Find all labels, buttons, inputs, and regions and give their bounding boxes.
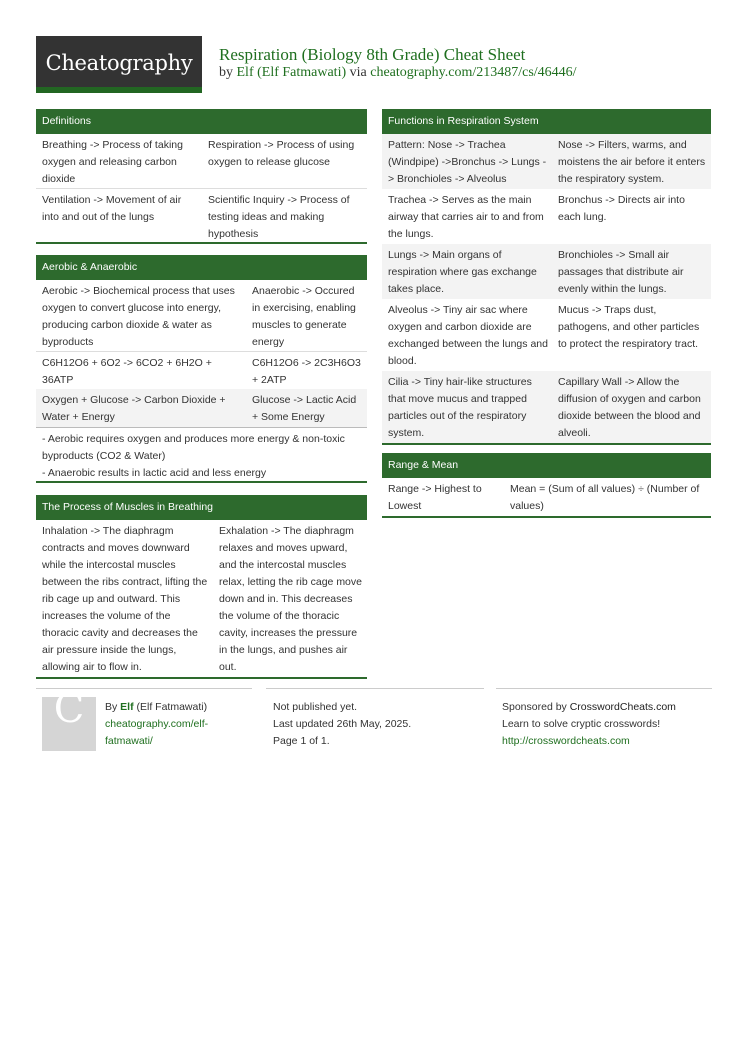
published-status: Not published yet. — [273, 701, 358, 713]
table-cell: Cilia -> Tiny hair-like structures that move mucus and trapped particles out of the respiratory system. — [388, 376, 532, 439]
logo-text: Cheatography — [45, 51, 193, 75]
table-row — [36, 520, 367, 677]
table-cell: Pattern: Nose -> Trachea (Windpipe) ->Bronchus -> Lungs -> Bronchioles -> Alveolus — [388, 139, 547, 185]
table-cell: Bronchus -> Directs air into each lung. — [558, 194, 685, 223]
footer-author-line — [105, 699, 252, 716]
author-avatar[interactable] — [42, 686, 96, 751]
last-updated: Last updated 26th May, 2025. — [273, 718, 412, 730]
muscles-breathing-section — [36, 495, 367, 679]
table-cell: Mucus -> Traps dust, pathogens, and other particles to protect the respiratory tract. — [558, 304, 700, 350]
table-row — [36, 188, 367, 242]
table-cell: Trachea -> Serves as the main airway that carries air to and from the lungs. — [388, 194, 544, 240]
table-cell: Scientific Inquiry -> Process of testing ideas and making hypothesis — [208, 194, 350, 240]
table-cell: C6H12O6 -> 2C3H6O3 + 2ATP — [252, 357, 361, 386]
table-row — [382, 299, 711, 371]
byline-by: by — [219, 65, 237, 80]
table-row — [382, 134, 711, 189]
sponsor-name[interactable]: CrosswordCheats.com — [569, 701, 676, 713]
table-row — [382, 478, 711, 516]
table-cell: Respiration -> Process of using oxygen to release glucose — [208, 139, 355, 168]
table-row — [36, 389, 367, 427]
footer-author-short[interactable]: Elf — [120, 701, 134, 713]
table-row — [36, 280, 367, 351]
page-title: Respiration (Biology 8th Grade) Cheat Sheet — [219, 45, 526, 64]
range-mean-section — [382, 453, 711, 518]
table-row — [382, 189, 711, 244]
sheet-url-link[interactable]: cheatography.com/213487/cs/46446/ — [370, 65, 577, 80]
table-cell: Lungs -> Main organs of respiration where gas exchange takes place. — [388, 249, 537, 295]
exhalation-cell: Exhalation -> The diaphragm relaxes and moves upward, and the intercostal muscles relax, letting the rib cage move down and in. This decreases the volume of the thoracic cavity, increases the pressure in the lungs, and pushes air out. — [219, 525, 362, 673]
page-number: Page 1 of 1. — [273, 735, 330, 747]
footer-author-full: (Elf Fatmawati) — [133, 701, 208, 713]
byline-via: via — [346, 65, 371, 80]
definitions-section — [36, 109, 367, 244]
sponsor-line — [502, 699, 712, 716]
footer-sponsor-column — [496, 688, 712, 750]
table-cell: C6H12O6 + 6O2 -> 6CO2 + 6H2O + 36ATP — [42, 357, 212, 386]
byline — [219, 65, 577, 81]
section-title: The Process of Muscles in Breathing — [36, 495, 367, 520]
section-title: Range & Mean — [382, 453, 711, 478]
table-row — [382, 244, 711, 299]
table-cell: Alveolus -> Tiny air sac where oxygen and carbon dioxide are exchanged between the lungs and blood. — [388, 304, 548, 367]
functions-section — [382, 109, 711, 445]
cheatography-logo[interactable] — [36, 36, 202, 93]
table-cell: Ventilation -> Movement of air into and out of the lungs — [42, 194, 182, 223]
table-cell: Breathing -> Process of taking oxygen and releasing carbon dioxide — [42, 139, 183, 185]
author-link[interactable]: Elf (Elf Fatmawati) — [236, 65, 347, 80]
table-cell: Capillary Wall -> Allow the diffusion of oxygen and carbon dioxide between the blood and alveoli. — [558, 376, 701, 439]
notes-block — [36, 427, 367, 481]
sponsored-by: Sponsored by — [502, 701, 570, 713]
table-cell: Bronchioles -> Small air passages that distribute air evenly within the lungs. — [558, 249, 684, 295]
section-title: Functions in Respiration System — [382, 109, 711, 134]
footer-by: By — [105, 701, 121, 713]
note-aerobic: - Aerobic requires oxygen and produces more energy & non-toxic byproducts (CO2 & Water) — [42, 433, 345, 462]
table-cell: Anaerobic -> Occured in exercising, enabling muscles to generate energy — [252, 285, 356, 348]
aerobic-anaerobic-section — [36, 255, 367, 483]
table-row — [36, 351, 367, 389]
inhalation-cell: Inhalation -> The diaphragm contracts and moves downward while the intercostal muscles between the ribs contract, lifting the rib cage up and outward. This increases the volume of the thoracic cavity and decreases the air pressure inside the lungs, allowing air to flow in. — [42, 525, 208, 673]
footer — [36, 688, 712, 758]
note-anaerobic: - Anaerobic results in lactic acid and less energy — [42, 467, 267, 479]
section-title: Definitions — [36, 109, 367, 134]
table-row — [36, 134, 367, 188]
section-title: Aerobic & Anaerobic — [36, 255, 367, 280]
sponsor-tagline: Learn to solve cryptic crosswords! — [502, 718, 661, 730]
footer-author-url[interactable]: cheatography.com/elf-fatmawati/ — [105, 718, 209, 747]
avatar-letter: C — [53, 686, 85, 732]
footer-author-column — [36, 688, 252, 750]
table-cell: Aerobic -> Biochemical process that uses oxygen to convert glucose into energy, producing carbon dioxide & water as byproducts — [42, 285, 235, 348]
footer-publish-column — [266, 688, 484, 750]
table-row — [382, 371, 711, 443]
sponsor-url[interactable]: http://crosswordcheats.com — [502, 735, 630, 747]
logo-underline — [36, 87, 202, 93]
table-cell: Oxygen + Glucose -> Carbon Dioxide + Water + Energy — [42, 394, 226, 423]
range-cell: Range -> Highest to Lowest — [388, 483, 482, 512]
table-cell: Nose -> Filters, warms, and moistens the air before it enters the respiratory system. — [558, 139, 706, 185]
mean-cell: Mean = (Sum of all values) ÷ (Number of values) — [510, 483, 700, 512]
table-cell: Glucose -> Lactic Acid + Some Energy — [252, 394, 357, 423]
